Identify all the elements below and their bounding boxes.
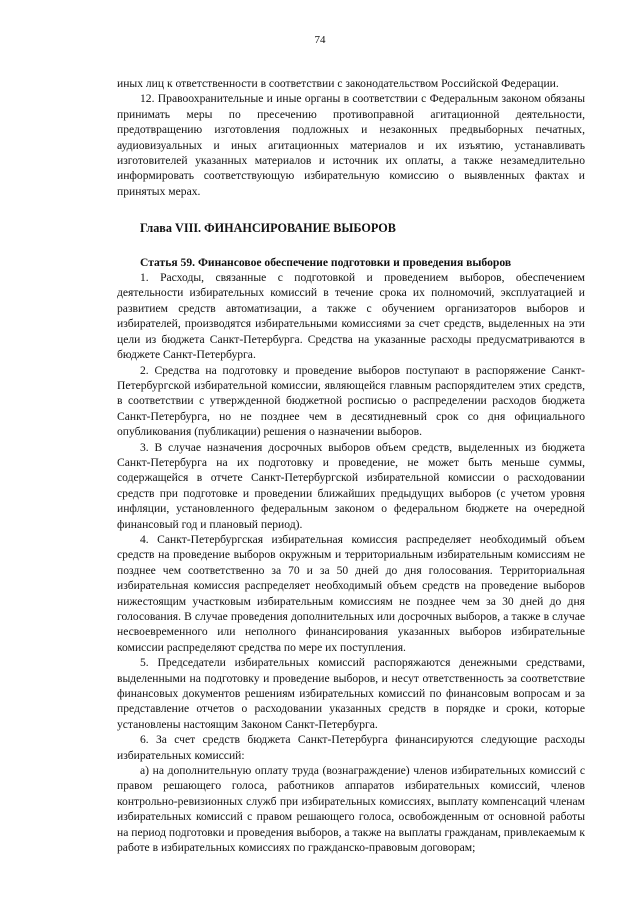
paragraph-6a: а) на дополнительную оплату труда (вознаграждение) членов избирательных комиссий с правом решающего голоса, работников аппаратов избирательных комиссий, членов контрольно-ревизионных служб при избирательных комиссиях, выплату компенсаций членам избирательных комиссий с правом решающего голоса, освобожденным от основной работы на период подготовки и проведения выборов, а также на выплаты гражданам, привлекаемым к работе в избирательных комиссиях по гражданско-правовым договорам; [117, 764, 585, 855]
paragraph-4: 4. Санкт-Петербургская избирательная комиссия распределяет необходимый объем средств на проведение выборов окружным и территориальным избирательным комиссиям не позднее чем соответственно за 70 и за 50 дней до дня голосования. Территориальная избирательная комиссия распределяет необходимый объем средств на проведение выборов нижестоящим участковым избирательным комиссиям не позднее чем за 30 дней до дня голосования. В случае проведения дополнительных или досрочных выборов, а также в случае несвоевременного или неполного финансирования указанных выборов избирательные комиссии распределяют средства по мере их поступления. [117, 532, 585, 654]
page-number: 74 [314, 34, 326, 46]
document-body [117, 76, 585, 856]
paragraph-6: 6. За счет средств бюджета Санкт-Петербурга финансируются следующие расходы избирательных комиссий: [117, 733, 585, 762]
article-title: Статья 59. Финансовое обеспечение подготовки и проведения выборов [140, 255, 512, 269]
paragraph-3: 3. В случае назначения досрочных выборов объем средств, выделенных из бюджета Санкт-Петербурга на их подготовку и проведение, не может быть меньше суммы, содержащейся в отчете Санкт-Петербургской избирательной комиссии о расходовании средств при подготовке и проведении ближайших предыдущих выборов (с учетом уровня инфляции, установленного федеральным законом о федеральном бюджете на очередной финансовый год и плановый период). [117, 440, 585, 531]
paragraph-1: 1. Расходы, связанные с подготовкой и проведением выборов, обеспечением деятельности избирательных комиссий в течение срока их полномочий, эксплуатацией и развитием средств автоматизации, а также с обучением организаторов выборов и избирателей, производятся избирательными комиссиями за счет средств, выделенных на эти цели из бюджета Санкт-Петербурга. Средства на указанные расходы предусматриваются в бюджете Санкт-Петербурга. [117, 271, 585, 362]
paragraph-item-12: 12. Правоохранительные и иные органы в соответствии с Федеральным законом обязаны принимать меры по пресечению противоправной агитационной деятельности, предотвращению изготовления подложных и незаконных предвыборных печатных, аудиовизуальных и иных агитационных материалов и их изъятию, устанавливать изготовителей указанных материалов и источник их оплаты, а также незамедлительно информировать соответствующую избирательную комиссию о выявленных фактах и принятых мерах. [117, 92, 585, 198]
chapter-title: Глава VIII. ФИНАНСИРОВАНИЕ ВЫБОРОВ [140, 221, 396, 236]
intro-continuation: иных лиц к ответственности в соответствии с законодательством Российской Федерации. [117, 77, 559, 90]
paragraph-2: 2. Средства на подготовку и проведение выборов поступают в распоряжение Санкт-Петербургской избирательной комиссии, являющейся главным распорядителем этих средств, в соответствии с утвержденной бюджетной росписью о распределении расходов бюджета Санкт-Петербурга, но не позднее чем в десятидневный срок со дня официального опубликования (публикации) решения о назначении выборов. [117, 363, 585, 439]
paragraph-5: 5. Председатели избирательных комиссий распоряжаются денежными средствами, выделенными на подготовку и проведение выборов, и несут ответственность за соответствие финансовых документов решениям избирательных комиссий по финансовым вопросам и за представление отчетов о расходовании указанных средств в порядке и сроки, которые установлены настоящим Законом Санкт-Петербурга. [117, 656, 585, 731]
